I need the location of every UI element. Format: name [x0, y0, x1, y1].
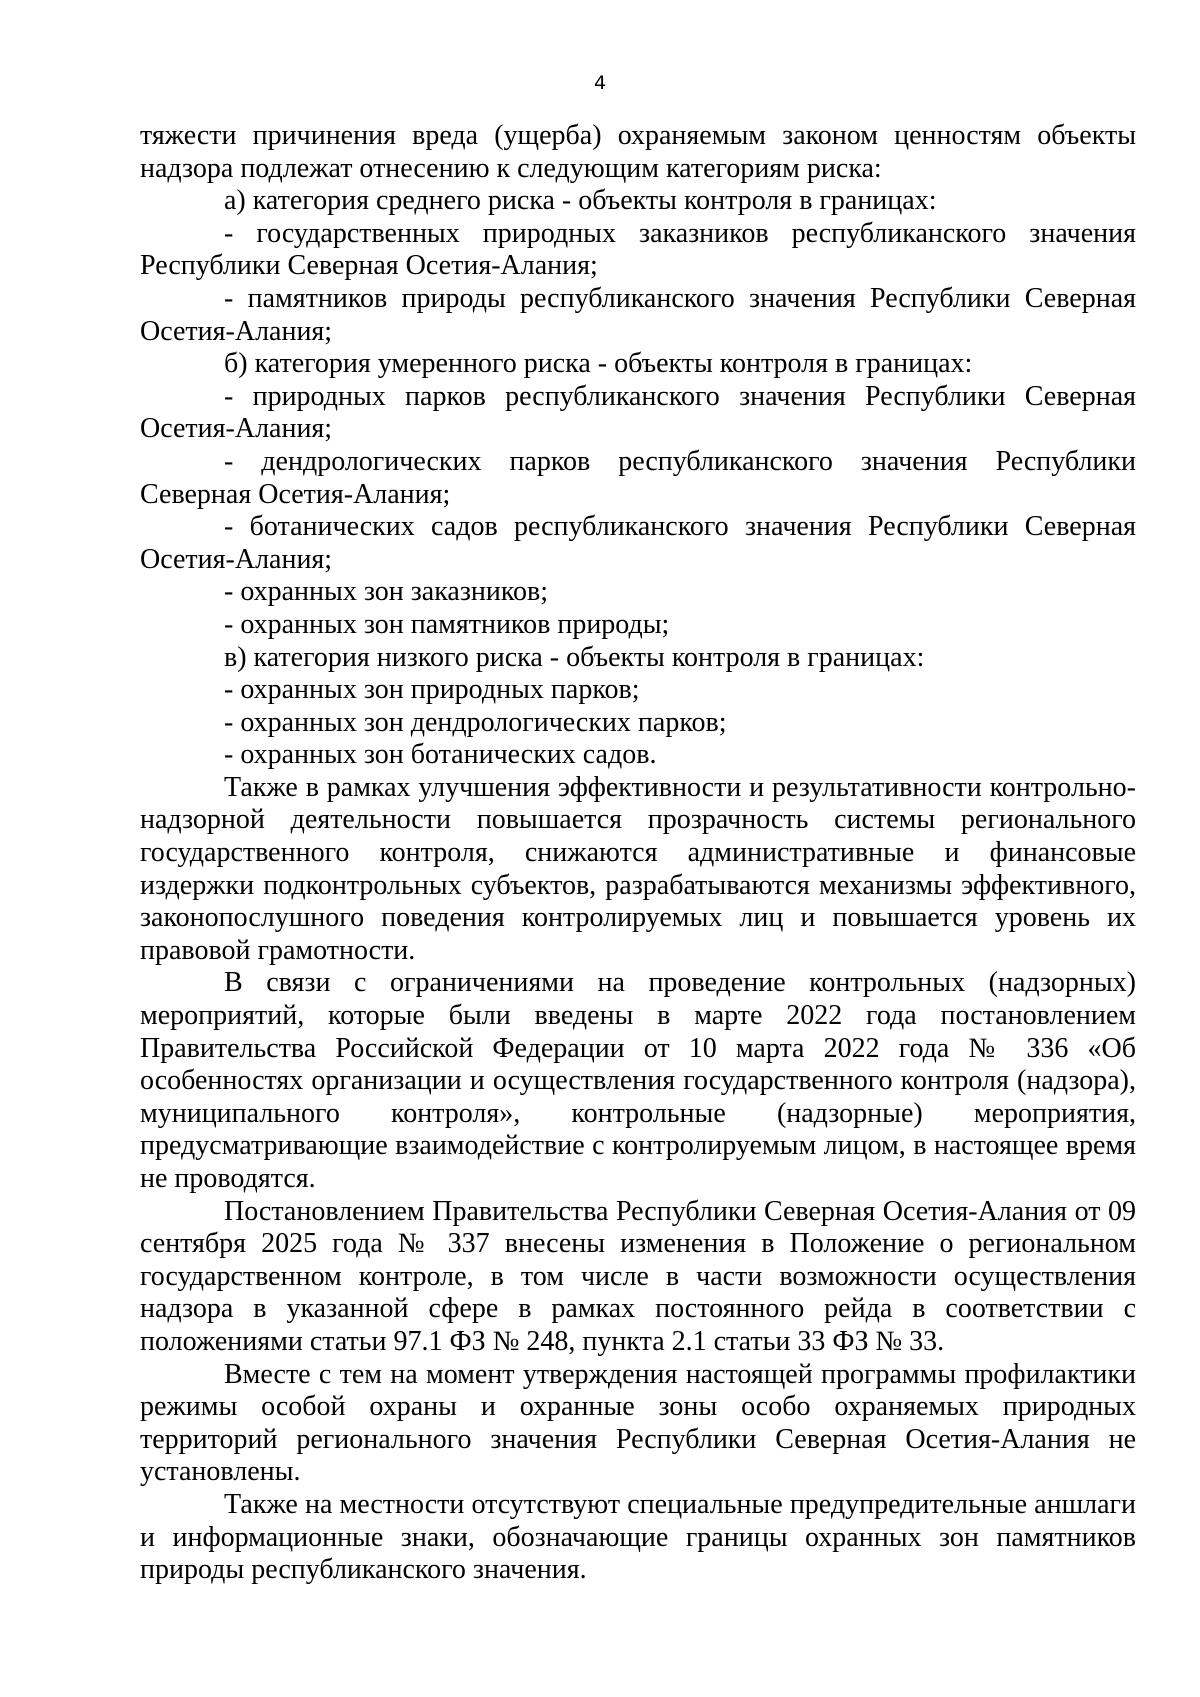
paragraph: Вместе с тем на момент утверждения настоящей программы профилактики режимы особой охраны и охранные зоны особо охраняемых природных территорий регионального значения Республики Северная Осетия-Алания не установлены.: [140, 1358, 1136, 1488]
risk-category-low: в) категория низкого риска - объекты контроля в границах:: [224, 641, 925, 673]
risk-category-medium: а) категория среднего риска - объекты контроля в границах:: [224, 185, 937, 217]
page-number: 4: [593, 72, 607, 94]
paragraph-continued: тяжести причинения вреда (ущерба) охраняемым законом ценностям объекты надзора подлежат отнесению к следующим категориям риска:: [140, 120, 1136, 184]
paragraph: Также на местности отсутствуют специальные предупредительные аншлаги и информационные знаки, обозначающие границы охранных зон памятников природы республиканского значения.: [140, 1488, 1136, 1586]
list-item: - дендрологических парков республиканского значения Республики Северная Осетия-Алания;: [140, 445, 1136, 510]
document-body: [140, 120, 1136, 1587]
list-item: - природных парков республиканского значения Республики Северная Осетия-Алания;: [140, 380, 1136, 445]
list-item: - охранных зон ботанических садов.: [224, 739, 657, 771]
risk-category-moderate: б) категория умеренного риска - объекты контроля в границах:: [224, 348, 973, 380]
paragraph: В связи с ограничениями на проведение контрольных (надзорных) мероприятий, которые были введены в марте 2022 года постановлением Правительства Российской Федерации от 10 марта 2022 года № 336 «Об особенностях организации и осуществления государственного контроля (надзора), муниципального контроля», контрольные (надзорные) мероприятия, предусматривающие взаимодействие с контролируемым лицом, в настоящее время не проводятся.: [140, 967, 1136, 1194]
paragraph: Постановлением Правительства Республики Северная Осетия-Алания от 09 сентября 2025 года № 337 внесены изменения в Положение о региональном государственном контроле, в том числе в части возможности осуществления надзора в указанной сфере в рамках постоянного рейда в соответствии с положениями статьи 97.1 ФЗ № 248, пункта 2.1 статьи 33 ФЗ № 33.: [140, 1195, 1136, 1357]
list-item: - памятников природы республиканского значения Республики Северная Осетия-Алания;: [140, 282, 1136, 347]
list-item: - охранных зон заказников;: [224, 576, 549, 608]
list-item: - охранных зон дендрологических парков;: [224, 706, 727, 738]
list-item: - государственных природных заказников республиканского значения Республики Северная Осетия-Алания;: [140, 217, 1136, 282]
paragraph: Также в рамках улучшения эффективности и результативности контрольно-надзорной деятельности повышается прозрачность системы регионального государственного контроля, снижаются административные и финансовые издержки подконтрольных субъектов, разрабатываются механизмы эффективного, законопослушного поведения контролируемых лиц и повышается уровень их правовой грамотности.: [140, 771, 1136, 966]
list-item: - ботанических садов республиканского значения Республики Северная Осетия-Алания;: [140, 511, 1136, 575]
list-item: - охранных зон природных парков;: [224, 674, 640, 706]
list-item: - охранных зон памятников природы;: [224, 608, 670, 640]
